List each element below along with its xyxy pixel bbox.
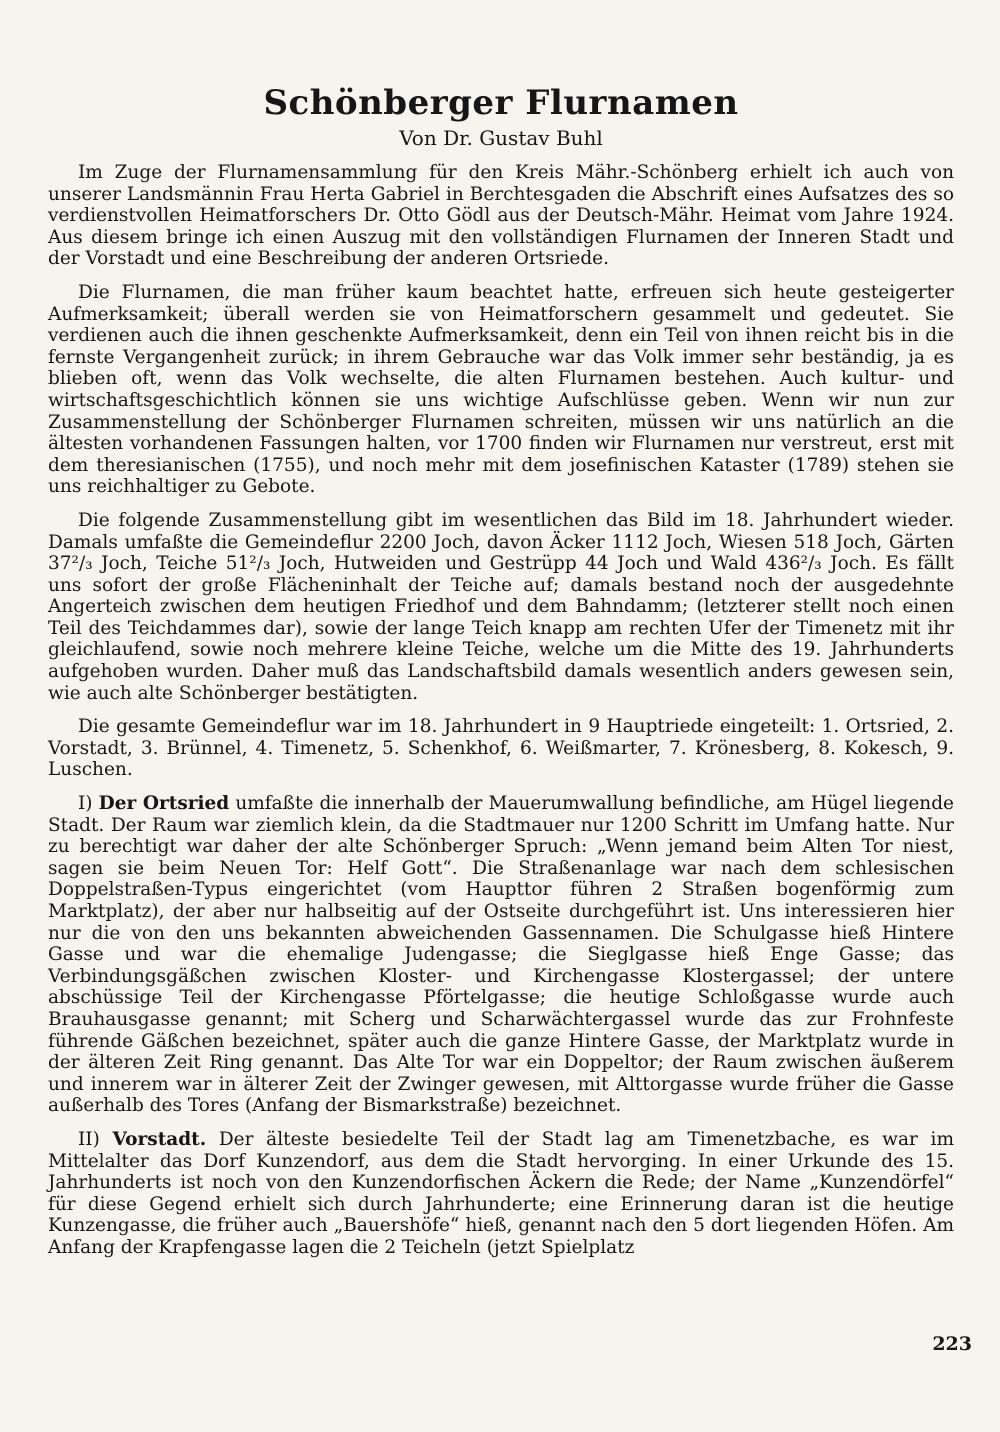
section-heading: Der Ortsried bbox=[98, 793, 230, 815]
paragraph-text: umfaßte die innerhalb der Mauerumwallung befindliche, am Hügel liegende Stadt. Der Raum war ziemlich klein, da die Stadtmauer nur 1200 Schritt im Umfang hatte. Nur zu berechtigt war daher der alte Schönberger Spruch: „Wenn jemand beim Alten Tor niest, sagen sie beim Neuen Tor: Helf Gott“. Die Straßenanlage war nach dem schlesischen Doppelstraßen-Typus eingerichtet (vom Haupttor führen 2 Straßen bogenförmig zum Marktplatz), der aber nur halbseitig auf der Ostseite durchgeführt ist. Uns interessieren hier nur die von den uns bekannten abweichenden Gassennamen. Die Schulgasse hieß Hintere Gasse und war die ehemalige Judengasse; die Sieglgasse hieß Enge Gasse; das Verbindungsgäßchen zwischen Kloster- und Kirchengasse Klostergassel; der untere abschüssige Teil der Kirchengasse Pförtelgasse; die heutige Schloßgasse wurde auch Brauhausgasse genannt; mit Scherg und Scharwächtergassel wurde das zur Frohnfeste führende Gäßchen bezeichnet, später auch die ganze Hintere Gasse, der Marktplatz wurde in der älteren Zeit Ring genannt. Das Alte Tor war ein Doppeltor; der Raum zwischen äußerem und innerem war in älterer Zeit der Zwinger gewesen, mit Alttorgasse wurde früher die Gasse außerhalb des Tores (Anfang der Bismarkstraße) bezeichnet. bbox=[48, 793, 954, 1117]
paragraph-flurnamen bbox=[48, 282, 954, 498]
article-title: Schönberger Flurnamen bbox=[263, 83, 739, 123]
paragraph-intro bbox=[48, 162, 954, 270]
paragraph-text: Der älteste besiedelte Teil der Stadt lag am Timenetzbache, es war im Mittelalter das Dorf Kunzendorf, aus dem die Stadt hervorging. In einer Urkunde des 15. Jahrhunderts ist noch von den Kunzendorfischen Äckern die Rede; der Name „Kunzendörfel“ für diese Gegend erhielt sich durch Jahrhunderte; eine Erinnerung daran ist die heutige Kunzengasse, die früher auch „Bauershöfe“ hieß, genannt nach den 5 dort liegenden Höfen. Am Anfang der Krapfengasse lagen die 2 Teicheln (jetzt Spielplatz bbox=[48, 1128, 955, 1258]
paragraph-text: Die gesamte Gemeindeflur war im 18. Jahrhundert in 9 Hauptriede eingeteilt: 1. Ortsried, 2. Vorstadt, 3. Brünnel, 4. Timenetz, 5. Schenkhof, 6. Weißmarter, 7. Krönesberg, 8. Kokesch, 9. Luschen. bbox=[48, 716, 954, 781]
paragraph-text: Die folgende Zusammenstellung gibt im wesentlichen das Bild im 18. Jahrhundert wieder. Damals umfaßte die Gemeindeflur 2200 Joch, davon Äcker 1112 Joch, Wiesen 518 Joch, Gärten 37²/₃ Joch, Teiche 51²/₃ Joch, Hutweiden und Gestrüpp 44 Joch und Wald 436²/₃ Joch. Es fällt uns sofort der große Flächeninhalt der Teiche auf; damals bestand noch der ausgedehnte Angerteich zwischen dem heutigen Friedhof und dem Bahndamm; (letzterer stellt noch einen Teil des Teichdammes dar), sowie der lange Teich knapp am rechten Ufer der Timenetz mit ihr gleichlaufend, sowie noch mehrere kleine Teiche, welche um die Mitte des 19. Jahrhunderts aufgehoben wurden. Daher muß das Landschaftsbild damals wesentlich anders gewesen sein, wie auch alte Schönberger bestätigten. bbox=[48, 509, 954, 704]
section-heading: Vorstadt. bbox=[112, 1128, 207, 1150]
paragraph-hauptriede bbox=[48, 716, 954, 781]
page-number: 223 bbox=[932, 1333, 972, 1355]
paragraph-vorstadt bbox=[48, 1129, 954, 1259]
paragraph-ortsried bbox=[48, 793, 954, 1117]
article-page bbox=[48, 74, 954, 1271]
section-number: I) bbox=[78, 793, 99, 815]
paragraph-text: Im Zuge der Flurnamensammlung für den Kreis Mähr.-Schönberg erhielt ich auch von unserer Landsmännin Frau Herta Gabriel in Berchtesgaden die Abschrift eines Aufsatzes des so verdienstvollen Heimatforschers Dr. Otto Gödl aus der Deutsch-Mähr. Heimat vom Jahre 1924. Aus diesem bringe ich einen Auszug mit den vollständigen Flurnamen der Inneren Stadt und der Vorstadt und eine Beschreibung der anderen Ortsriede. bbox=[48, 162, 954, 270]
paragraph-zusammenstellung bbox=[48, 510, 954, 704]
paragraph-text: Die Flurnamen, die man früher kaum beachtet hatte, erfreuen sich heute gesteigerter Aufmerksamkeit; überall werden sie von Heimatforschern gesammelt und gedeutet. Sie verdienen auch die ihnen geschenkte Aufmerksamkeit, denn ein Teil von ihnen reicht bis in die fernste Vergangenheit zurück; in ihrem Gebrauche war das Volk immer sehr beständig, ja es blieben oft, wenn das Volk wechselte, die alten Flurnamen bestehen. Auch kultur- und wirtschaftsgeschichtlich können sie uns wichtige Aufschlüsse geben. Wenn wir nun zur Zusammenstellung der Schönberger Flurnamen schreiten, müssen wir uns natürlich an die ältesten vorhandenen Fassungen halten, vor 1700 finden wir Flurnamen nur verstreut, erst mit dem theresianischen (1755), und noch mehr mit dem josefinischen Kataster (1789) stehen sie uns reichhaltiger zu Gebote. bbox=[48, 281, 954, 498]
section-number: II) bbox=[78, 1128, 113, 1150]
article-author: Von Dr. Gustav Buhl bbox=[399, 126, 603, 150]
